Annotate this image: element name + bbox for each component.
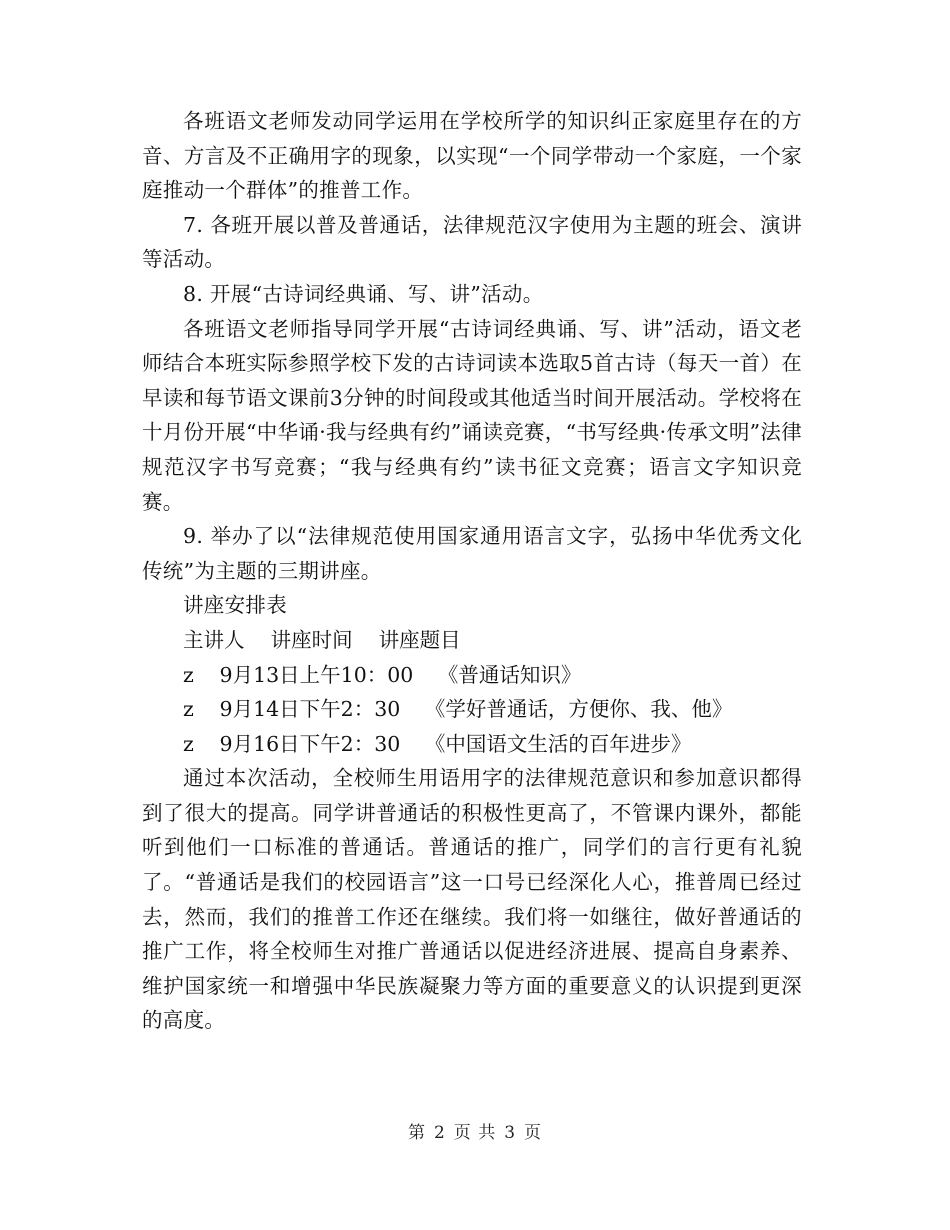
schedule-speaker: z (183, 731, 194, 756)
footer-middle: 页 共 (453, 1123, 497, 1143)
schedule-header-speaker: 主讲人 (183, 627, 245, 652)
schedule-time: 9月13日上午10：00 (219, 662, 414, 687)
schedule-header-time: 讲座时间 (270, 627, 353, 652)
schedule-row (142, 727, 802, 762)
paragraph-conclusion: 通过本次活动，全校师生用语用字的法律规范意识和参加意识都得到了很大的提高。同学讲普通话的积极性更高了，不管课内课外，都能听到他们一口标准的普通话。普通话的推广，同学们的言行更有礼貌了。“普通话是我们的校园语言”这一口号已经深化人心，推普周已经过去，然而，我们的推普工作还在继续。我们将一如继往，做好普通话的推广工作，将全校师生对推广普通话以促进经济进展、提高自身素养、维护国家统一和增强中华民族凝聚力等方面的重要意义的认识提到更深的高度。 (142, 766, 802, 1033)
schedule-row (142, 658, 802, 693)
schedule-speaker: z (183, 662, 194, 687)
paragraph-item-7: 7. 各班开展以普及普通话，法律规范汉字使用为主题的班会、演讲等活动。 (142, 212, 802, 272)
footer-total-pages: 3 (504, 1123, 517, 1143)
paragraph-poetry-activity: 各班语文老师指导同学开展“古诗词经典诵、写、讲”活动，语文老师结合本班实际参照学校下发的古诗词读本选取5首古诗（每天一首）在早读和每节语文课前3分钟的时间段或其他适当时间开展活动。学校将在十月份开展“中华诵·我与经典有约”诵读竞赛，“书写经典·传承文明”法律规范汉字书写竞赛；“我与经典有约”读书征文竞赛；语言文字知识竞赛。 (142, 316, 802, 514)
document-body (142, 104, 802, 1038)
footer-suffix: 页 (524, 1123, 543, 1143)
schedule-topic: 《普通话知识》 (437, 662, 582, 687)
footer-prefix: 第 (407, 1123, 426, 1143)
paragraph-item-9: 9. 举办了以“法律规范使用国家通用语言文字，弘扬中华优秀文化传统”为主题的三期讲座。 (142, 524, 802, 583)
schedule-time: 9月14日下午2：30 (219, 697, 401, 722)
paragraph-item-8: 8. 开展“古诗词经典诵、写、讲”活动。 (183, 281, 544, 306)
schedule-title: 讲座安排表 (183, 593, 287, 618)
schedule-time: 9月16日下午2：30 (219, 731, 401, 756)
paragraph-correction: 各班语文老师发动同学运用在学校所学的知识纠正家庭里存在的方音、方言及不正确用字的现象，以实现“一个同学带动一个家庭，一个家庭推动一个群体”的推普工作。 (142, 109, 802, 203)
schedule-topic: 《学好普通话，方便你、我、他》 (424, 697, 733, 722)
schedule-row (142, 692, 802, 727)
footer-current-page: 2 (433, 1123, 446, 1143)
schedule-header-row (142, 623, 802, 658)
page-footer (0, 1118, 950, 1143)
schedule-topic: 《中国语文生活的百年进步》 (424, 731, 692, 756)
schedule-header-topic: 讲座题目 (378, 627, 461, 652)
schedule-speaker: z (183, 697, 194, 722)
